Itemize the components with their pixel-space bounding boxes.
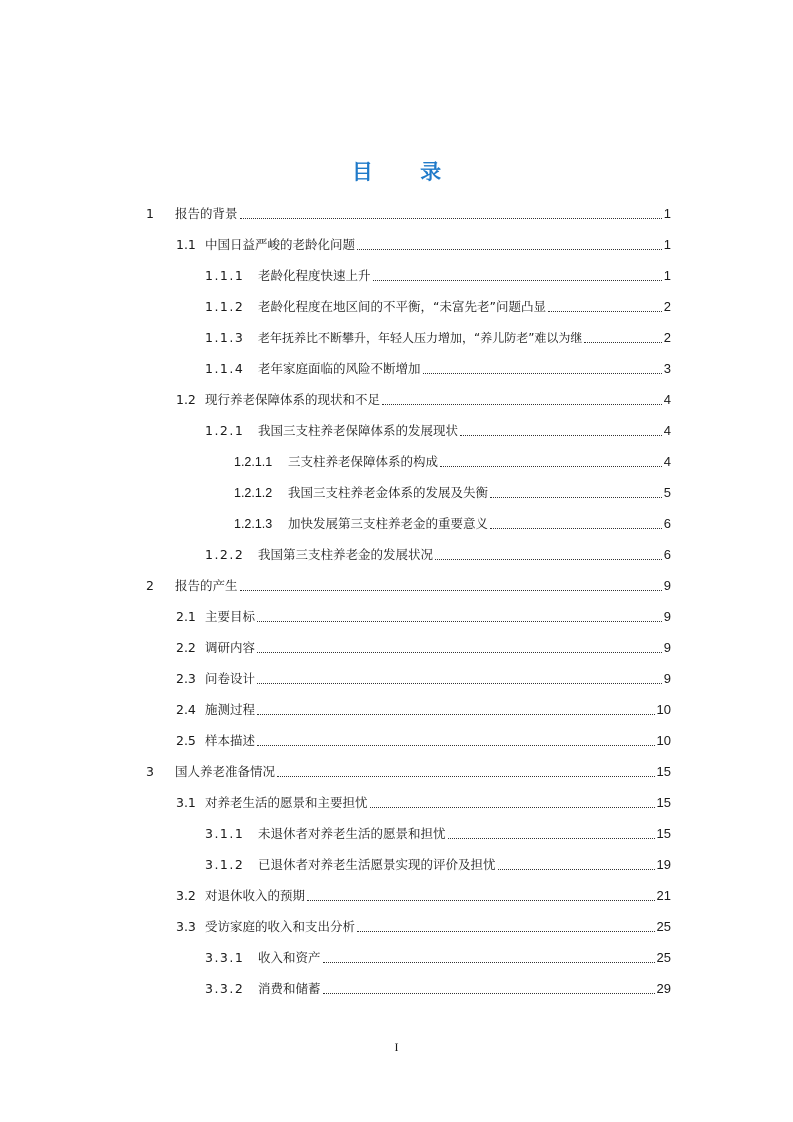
toc-entry-number: 1.1.2 [205, 299, 245, 314]
toc-entry-title: 国人养老准备情况 [175, 764, 276, 779]
toc-entry[interactable] [234, 446, 671, 470]
toc-entry-title: 报告的产生 [175, 578, 238, 593]
toc-entry-number: 1 [146, 206, 154, 221]
toc-entry-page: 5 [663, 485, 671, 500]
toc-entry-number: 1.1.1 [205, 268, 245, 283]
toc-entry[interactable] [234, 508, 671, 532]
toc-entry-page: 25 [656, 950, 671, 965]
dot-leader [257, 619, 662, 622]
toc-entry[interactable] [205, 973, 671, 997]
toc-entry-page: 19 [656, 857, 671, 872]
toc-entry[interactable] [234, 477, 671, 501]
toc-entry-number: 3.3.1 [205, 950, 245, 965]
toc-entry-page: 4 [663, 423, 671, 438]
toc-entry-title: 老年家庭面临的风险不断增加 [258, 361, 421, 376]
toc-entry[interactable] [205, 260, 671, 284]
toc-entry-title: 我国三支柱养老金体系的发展及失衡 [288, 485, 489, 500]
dot-leader [323, 991, 655, 994]
toc-entry-title: 三支柱养老保障体系的构成 [288, 454, 439, 469]
toc-entry-title: 样本描述 [205, 733, 256, 748]
toc-entry-title: 对养老生活的愿景和主要担忧 [205, 795, 368, 810]
toc-entry-page: 1 [663, 237, 671, 252]
toc-entry-number: 3.1.1 [205, 826, 245, 841]
dot-leader [240, 588, 662, 591]
toc-entry-title: 已退休者对养老生活愿景实现的评价及担忧 [258, 857, 496, 872]
toc-entry-page: 4 [663, 454, 671, 469]
toc-entry-page: 9 [663, 609, 671, 624]
toc-entry[interactable] [176, 911, 671, 935]
dot-leader [257, 650, 662, 653]
toc-entry[interactable] [176, 384, 671, 408]
dot-leader [460, 433, 662, 436]
toc-entry-title: 对退休收入的预期 [205, 888, 306, 903]
toc-entry[interactable] [146, 570, 671, 594]
toc-entry-title: 现行养老保障体系的现状和不足 [205, 392, 381, 407]
toc-entry-number: 1.2.1.2 [234, 486, 273, 500]
toc-entry-title: 中国日益严峻的老龄化问题 [205, 237, 356, 252]
dot-leader [548, 309, 662, 312]
dot-leader [490, 495, 662, 498]
dot-leader [498, 867, 655, 870]
toc-entry-number: 1.2.2 [205, 547, 245, 562]
dot-leader [423, 371, 662, 374]
dot-leader [373, 278, 662, 281]
dot-leader [435, 557, 662, 560]
toc-entry[interactable] [205, 539, 671, 563]
toc-entry-page: 2 [663, 299, 671, 314]
toc-entry-number: 3.3 [176, 919, 196, 934]
toc-entry-page: 29 [656, 981, 671, 996]
toc-entry-title: 施测过程 [205, 702, 256, 717]
toc-entry-number: 1.2 [176, 392, 196, 407]
dot-leader [257, 743, 655, 746]
toc-entry-title: 受访家庭的收入和支出分析 [205, 919, 356, 934]
toc-entry-title: 老龄化程度在地区间的不平衡，“未富先老”问题凸显 [258, 299, 546, 314]
toc-entry-page: 9 [663, 640, 671, 655]
dot-leader [382, 402, 662, 405]
toc-entry[interactable] [176, 725, 671, 749]
dot-leader [440, 464, 662, 467]
dot-leader [277, 774, 655, 777]
toc-entry-page: 15 [656, 764, 671, 779]
toc-entry-title: 老龄化程度快速上升 [258, 268, 371, 283]
toc-entry-number: 3.1 [176, 795, 196, 810]
toc-entry-title: 调研内容 [205, 640, 256, 655]
toc-entry-page: 21 [656, 888, 671, 903]
dot-leader [584, 340, 661, 343]
toc-entry-number: 2 [146, 578, 154, 593]
toc-entry[interactable] [176, 229, 671, 253]
dot-leader [357, 929, 655, 932]
dot-leader [357, 247, 662, 250]
toc-entry[interactable] [176, 880, 671, 904]
toc-entry-number: 2.2 [176, 640, 196, 655]
toc-entry-page: 9 [663, 578, 671, 593]
toc-entry-number: 1.1.3 [205, 330, 245, 345]
toc-entry-page: 10 [656, 702, 671, 717]
dot-leader [257, 681, 662, 684]
toc-entry-page: 1 [663, 268, 671, 283]
toc-entry-number: 1.2.1.3 [234, 517, 273, 531]
toc-title: 目 录 [351, 160, 462, 184]
toc-entry-number: 2.3 [176, 671, 196, 686]
toc-entry-page: 15 [656, 795, 671, 810]
toc-entry[interactable] [176, 632, 671, 656]
toc-entry-page: 4 [663, 392, 671, 407]
dot-leader [448, 836, 655, 839]
toc-entry[interactable] [176, 694, 671, 718]
toc-entry[interactable] [205, 415, 671, 439]
toc-entry[interactable] [176, 601, 671, 625]
toc-entry-number: 2.1 [176, 609, 196, 624]
toc-entry-number: 3.3.2 [205, 981, 245, 996]
page-number-footer: I [394, 1040, 399, 1054]
toc-entry-number: 1.2.1.1 [234, 455, 273, 469]
toc-entry-number: 3 [146, 764, 154, 779]
toc-entry-title: 报告的背景 [175, 206, 238, 221]
toc-entry[interactable] [205, 849, 671, 873]
dot-leader [307, 898, 655, 901]
toc-entry[interactable] [176, 787, 671, 811]
toc-entry-title: 主要目标 [205, 609, 256, 624]
toc-entry-title: 未退休者对养老生活的愿景和担忧 [258, 826, 446, 841]
toc-entry-page: 2 [663, 330, 671, 345]
toc-entry-title: 消费和储蓄 [258, 981, 321, 996]
toc-entry[interactable] [146, 756, 671, 780]
toc-entry[interactable] [146, 198, 671, 222]
toc-entry-number: 2.5 [176, 733, 196, 748]
toc-entry[interactable] [205, 322, 671, 346]
toc-entry-number: 2.4 [176, 702, 196, 717]
toc-entry-number: 3.2 [176, 888, 196, 903]
toc-entry[interactable] [205, 291, 671, 315]
toc-entry-page: 6 [663, 516, 671, 531]
toc-entry-title: 加快发展第三支柱养老金的重要意义 [288, 516, 489, 531]
dot-leader [323, 960, 655, 963]
toc-entry-title: 我国第三支柱养老金的发展状况 [258, 547, 434, 562]
dot-leader [240, 216, 662, 219]
toc-entry-title: 问卷设计 [205, 671, 256, 686]
dot-leader [490, 526, 662, 529]
toc-entry-page: 1 [663, 206, 671, 221]
toc-entry-page: 10 [656, 733, 671, 748]
toc-entry[interactable] [205, 818, 671, 842]
toc-entry-page: 3 [663, 361, 671, 376]
toc-entry-title: 我国三支柱养老保障体系的发展现状 [258, 423, 459, 438]
dot-leader [370, 805, 655, 808]
toc-entry-number: 1.1 [176, 237, 196, 252]
toc-entry-page: 6 [663, 547, 671, 562]
toc-entry-page: 25 [656, 919, 671, 934]
toc-entry[interactable] [176, 663, 671, 687]
toc-entry[interactable] [205, 353, 671, 377]
toc-entry-title: 收入和资产 [258, 950, 321, 965]
dot-leader [257, 712, 655, 715]
toc-entry-title: 老年抚养比不断攀升，年轻人压力增加，“养儿防老”难以为继 [258, 331, 583, 345]
toc-entry-number: 3.1.2 [205, 857, 245, 872]
toc-entry[interactable] [205, 942, 671, 966]
toc-entry-page: 9 [663, 671, 671, 686]
toc-entry-number: 1.1.4 [205, 361, 245, 376]
toc-entry-page: 15 [656, 826, 671, 841]
toc-entry-number: 1.2.1 [205, 423, 245, 438]
